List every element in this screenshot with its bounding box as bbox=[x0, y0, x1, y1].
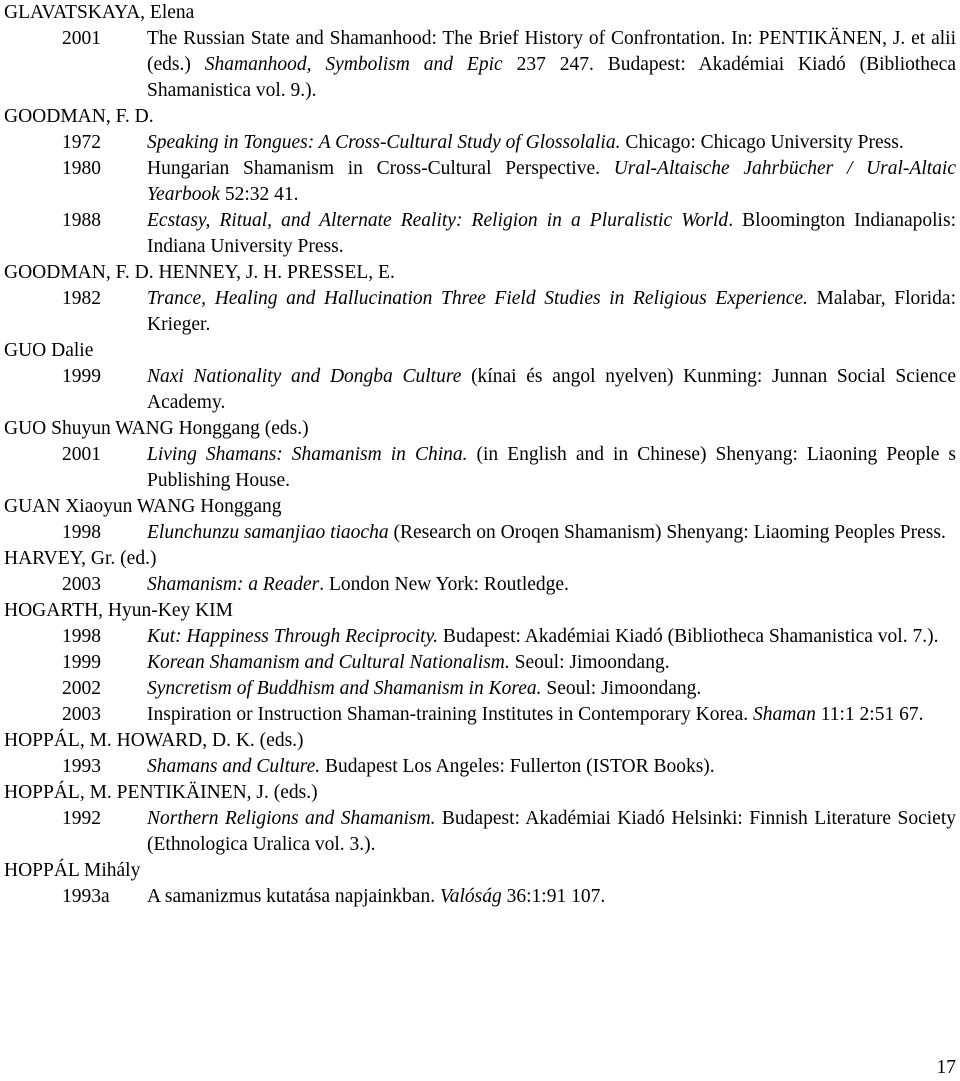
bib-entry-title: Shamans and Culture. bbox=[147, 756, 321, 777]
bib-entry-segment: Budapest Los Angeles: Fullerton (ISTOR Books). bbox=[320, 756, 715, 777]
bib-entry bbox=[4, 208, 956, 260]
bib-entry-year: 2001 bbox=[62, 444, 101, 465]
bib-entry-text bbox=[147, 158, 956, 205]
bib-entry-year: 2001 bbox=[62, 28, 101, 49]
bib-entry-segment: 237 247. Budapest: Akadémiai Kiadó (Bibliotheca Shamanistica vol. 9.). bbox=[147, 54, 956, 101]
bib-entry-text bbox=[147, 886, 605, 907]
bib-entry bbox=[4, 130, 956, 156]
bib-entry-segment: Seoul: Jimoondang. bbox=[541, 678, 702, 699]
bib-entry-text bbox=[147, 808, 956, 855]
bib-entry-title: Northern Religions and Shamanism. bbox=[147, 808, 436, 829]
bib-entry bbox=[4, 442, 956, 494]
bib-entry-title: Living Shamans: Shamanism in China. bbox=[147, 444, 468, 465]
bib-entry bbox=[4, 624, 956, 650]
bib-entry-title: Ural-Altaische Jahrbücher / Ural-Altaic Yearbook bbox=[147, 158, 956, 205]
bib-entry-year: 1992 bbox=[62, 808, 101, 829]
bib-entry-segment: 52:32 41. bbox=[219, 184, 299, 205]
bib-entry-segment: Budapest: Akadémiai Kiadó Helsinki: Finnish Literature Society (Ethnologica Uralica vol. 3.). bbox=[147, 808, 956, 855]
bib-entry bbox=[4, 650, 956, 676]
bib-author: HOPPÁL, M. PENTIKÄINEN, J. (eds.) bbox=[4, 782, 318, 803]
bib-entry-year: 1999 bbox=[62, 652, 101, 673]
bib-entry-year: 2003 bbox=[62, 704, 101, 725]
bib-entry-text bbox=[147, 652, 670, 673]
bib-entry-segment: Budapest: Akadémiai Kiadó (Bibliotheca Shamanistica vol. 7.). bbox=[438, 626, 939, 647]
bib-entry bbox=[4, 676, 956, 702]
bib-entry-title: Syncretism of Buddhism and Shamanism in Korea. bbox=[147, 678, 542, 699]
bib-entry-title: Speaking in Tongues: A Cross-Cultural Study of Glossolalia. bbox=[147, 132, 621, 153]
bib-entry-text bbox=[147, 704, 923, 725]
bib-entry-year: 2002 bbox=[62, 678, 101, 699]
bib-entry-text bbox=[147, 366, 956, 413]
bib-entry bbox=[4, 156, 956, 208]
bib-entry bbox=[4, 286, 956, 338]
bib-entry-title: Shaman bbox=[753, 704, 816, 725]
bib-entry-year: 1998 bbox=[62, 522, 101, 543]
bib-entry-segment: Seoul: Jimoondang. bbox=[509, 652, 670, 673]
bib-entry-text bbox=[147, 210, 956, 257]
bib-entry bbox=[4, 754, 956, 780]
bib-author: HOPPÁL Mihály bbox=[4, 860, 141, 881]
bib-entry-text bbox=[147, 522, 946, 543]
bib-entry-year: 1999 bbox=[62, 366, 101, 387]
bib-entry-title: Ecstasy, Ritual, and Alternate Reality: Religion in a Pluralistic World bbox=[147, 210, 729, 231]
bib-entry-year: 2003 bbox=[62, 574, 101, 595]
bib-entry-title: Valóság bbox=[439, 886, 502, 907]
bib-entry-text bbox=[147, 28, 956, 101]
bib-entry-year: 1972 bbox=[62, 132, 101, 153]
bib-entry-segment: Malabar, Florida: Krieger. bbox=[147, 288, 956, 335]
bib-entry-title: Kut: Happiness Through Reciprocity. bbox=[147, 626, 439, 647]
bib-entry-segment: Inspiration or Instruction Shaman-training Institutes in Contemporary Korea. bbox=[147, 704, 753, 725]
bib-entry-title: Trance, Healing and Hallucination Three Field Studies in Religious Experience. bbox=[147, 288, 808, 309]
bib-entry-text bbox=[147, 756, 715, 777]
bib-entry bbox=[4, 520, 956, 546]
bib-entry-text bbox=[147, 288, 956, 335]
bib-author: GUO Shuyun WANG Honggang (eds.) bbox=[4, 418, 309, 439]
bib-entry-text bbox=[147, 678, 701, 699]
bib-author: HOGARTH, Hyun-Key KIM bbox=[4, 600, 234, 621]
bibliography-list bbox=[4, 0, 956, 910]
bib-entry-title: Korean Shamanism and Cultural Nationalism. bbox=[147, 652, 510, 673]
bib-author: GUO Dalie bbox=[4, 340, 94, 361]
bib-entry bbox=[4, 806, 956, 858]
bib-entry-title: Shamanism: a Reader bbox=[147, 574, 320, 595]
bib-entry-segment: (kínai és angol nyelven) Kunming: Junnan Social Science Academy. bbox=[147, 366, 956, 413]
page-number: 17 bbox=[936, 1057, 956, 1078]
bib-entry bbox=[4, 572, 956, 598]
bib-entry-title: Elunchunzu samanjiao tiaocha bbox=[147, 522, 389, 543]
bib-author: HOPPÁL, M. HOWARD, D. K. (eds.) bbox=[4, 730, 304, 751]
bib-entry-text bbox=[147, 626, 938, 647]
bib-entry bbox=[4, 364, 956, 416]
bib-author: GUAN Xiaoyun WANG Honggang bbox=[4, 496, 282, 517]
bib-entry-segment: A samanizmus kutatása napjainkban. bbox=[147, 886, 440, 907]
bib-entry-segment: 11:1 2:51 67. bbox=[815, 704, 924, 725]
bib-entry-year: 1993a bbox=[62, 886, 110, 907]
bib-entry bbox=[4, 26, 956, 104]
bib-author: GOODMAN, F. D. bbox=[4, 106, 154, 127]
bib-entry-segment: (Research on Oroqen Shamanism) Shenyang: Liaoming Peoples Press. bbox=[388, 522, 946, 543]
bib-entry-year: 1993 bbox=[62, 756, 101, 777]
bib-entry-text bbox=[147, 574, 569, 595]
bib-author: GOODMAN, F. D. HENNEY, J. H. PRESSEL, E. bbox=[4, 262, 395, 283]
bib-entry-title: Naxi Nationality and Dongba Culture bbox=[147, 366, 462, 387]
bib-entry-segment: 36:1:91 107. bbox=[501, 886, 606, 907]
bib-entry bbox=[4, 884, 956, 910]
bib-entry-year: 1980 bbox=[62, 158, 101, 179]
bib-author: GLAVATSKAYA, Elena bbox=[4, 2, 195, 23]
bib-entry-year: 1988 bbox=[62, 210, 101, 231]
bib-entry-segment: The Russian State and Shamanhood: The Brief History of Confrontation. In: PENTIKÄNEN, J. et alii (eds.) bbox=[147, 28, 956, 75]
bib-author: HARVEY, Gr. (ed.) bbox=[4, 548, 157, 569]
bib-entry-year: 1998 bbox=[62, 626, 101, 647]
bib-entry-text bbox=[147, 444, 956, 491]
bib-entry-year: 1982 bbox=[62, 288, 101, 309]
bib-entry-title: Shamanhood, Symbolism and Epic bbox=[204, 54, 503, 75]
bib-entry-segment: . Bloomington Indianapolis: Indiana University Press. bbox=[147, 210, 956, 257]
bib-entry-text bbox=[147, 132, 904, 153]
bib-entry-segment: Hungarian Shamanism in Cross-Cultural Perspective. bbox=[147, 158, 614, 179]
bib-entry-segment: . London New York: Routledge. bbox=[319, 574, 569, 595]
bib-entry-segment: (in English and in Chinese) Shenyang: Liaoning People s Publishing House. bbox=[147, 444, 956, 491]
bib-entry bbox=[4, 702, 956, 728]
bib-entry-segment: Chicago: Chicago University Press. bbox=[620, 132, 904, 153]
